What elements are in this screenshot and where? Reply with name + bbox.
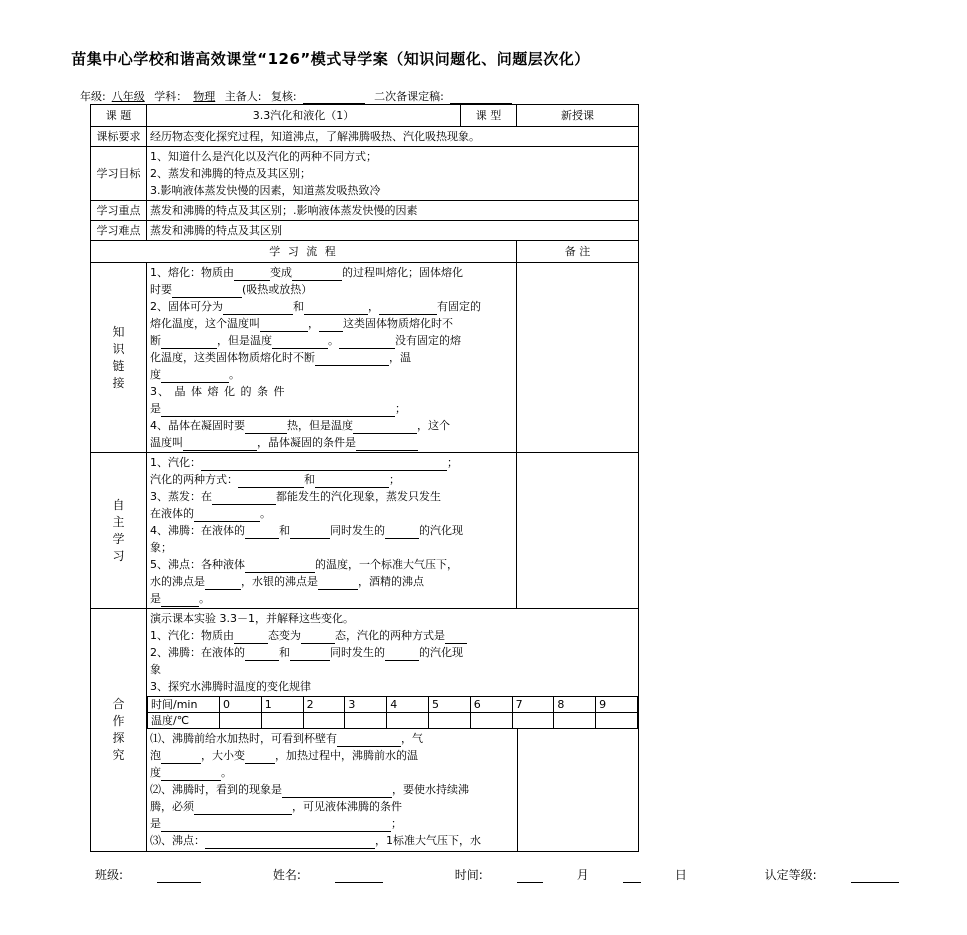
knowledge-section-label: 知识链接 xyxy=(91,263,147,453)
time-value: 3 xyxy=(345,697,387,713)
temp-cell[interactable] xyxy=(512,713,554,729)
blank[interactable] xyxy=(304,302,368,315)
notes-cell[interactable] xyxy=(517,263,639,453)
temp-cell[interactable] xyxy=(345,713,387,729)
key-points-label: 学习重点 xyxy=(91,201,147,221)
temp-cell[interactable] xyxy=(387,713,429,729)
temp-cell[interactable] xyxy=(596,713,638,729)
blank[interactable] xyxy=(356,438,418,451)
goals-label: 学习目标 xyxy=(91,147,147,201)
blank[interactable] xyxy=(161,404,395,417)
goal-item: 3.影响液体蒸发快慢的因素，知道蒸发吸热致冷 xyxy=(150,184,381,197)
blank[interactable] xyxy=(379,302,437,315)
review-label: 复核: xyxy=(270,90,297,103)
time-value: 2 xyxy=(303,697,345,713)
standard-text: 经历物态变化探究过程，知道沸点，了解沸腾吸热、汽化吸热现象。 xyxy=(147,127,639,147)
topic-label: 课 题 xyxy=(91,105,147,127)
time-label: 时间/min xyxy=(148,697,220,713)
day-blank[interactable] xyxy=(623,870,641,883)
goals-list xyxy=(147,147,639,201)
blank[interactable] xyxy=(201,458,447,471)
blank[interactable] xyxy=(290,648,330,661)
key-points-text: 蒸发和沸腾的特点及其区别；.影响液体蒸发快慢的因素 xyxy=(147,201,639,221)
blank[interactable] xyxy=(245,526,279,539)
temp-cell[interactable] xyxy=(303,713,345,729)
name-label: 姓名: xyxy=(272,868,301,882)
level-blank[interactable] xyxy=(851,870,899,883)
time-value: 1 xyxy=(261,697,303,713)
blank[interactable] xyxy=(318,577,358,590)
review-blank[interactable] xyxy=(303,91,365,104)
blank[interactable] xyxy=(260,319,308,332)
self-study-section-content: 1、汽化： ； 汽化的两种方式： 和 ； 3、蒸发：在 都能发生的汽化现象，蒸发只发生 在液体的 。 4、沸腾：在液体的 和 同时发生的 的汽化现 象； 5、沸点：各种液体 的温度，一个标准大气压下， 水的沸点是 ，水银的沸点是 ，酒精的沸点 是 。 xyxy=(147,453,517,609)
blank[interactable] xyxy=(445,631,467,644)
process-header: 学 习 流 程 xyxy=(91,241,517,263)
blank[interactable] xyxy=(212,492,276,505)
cooperative-section-content: 演示课本实验 3.3－1，并解释这些变化。 1、汽化：物质由 态变为 态，汽化的两种方式是 2、沸腾：在液体的 和 同时发生的 的汽化现 象 3、探究水沸腾时温度的变化规律 时间/min 0 1 2 3 4 5 6 7 8 9 温度/℃ ⑴、沸腾前给水加热时，可看到杯壁有 ，气 泡 ，大小变 ，加热过程中，沸腾前水的温 度 。 ⑵、沸腾时，看到的现象是 ，要使水持续沸 腾，必须 ，可见液体沸腾的条件 是 ； ⑶、沸点： ，1标准大气压下，水 xyxy=(147,609,639,852)
time-value: 5 xyxy=(428,697,470,713)
time-value: 0 xyxy=(220,697,262,713)
temp-cell[interactable] xyxy=(554,713,596,729)
subject-label: 学科： xyxy=(154,90,188,103)
type-label: 课 型 xyxy=(461,105,517,127)
standard-label: 课标要求 xyxy=(91,127,147,147)
page-title: 苗集中心学校和谐高效课堂“126”模式导学案（知识问题化、问题层次化） xyxy=(71,50,590,68)
blank[interactable] xyxy=(194,509,260,522)
second-blank[interactable] xyxy=(450,91,512,104)
time-label: 时间: xyxy=(454,868,483,882)
time-value: 9 xyxy=(596,697,638,713)
month-blank[interactable] xyxy=(517,870,543,883)
blank[interactable] xyxy=(353,421,417,434)
blank[interactable] xyxy=(205,836,375,849)
topic-value: 3.3汽化和液化（1） xyxy=(147,105,461,127)
blank[interactable] xyxy=(161,768,221,781)
blank[interactable] xyxy=(161,370,229,383)
blank[interactable] xyxy=(161,751,201,764)
blank[interactable] xyxy=(238,475,304,488)
meta-line xyxy=(80,88,640,104)
difficulties-text: 蒸发和沸腾的特点及其区别 xyxy=(147,221,639,241)
goal-item: 1、知道什么是汽化以及汽化的两种不同方式； xyxy=(150,150,377,163)
blank[interactable] xyxy=(205,577,241,590)
month-label: 月 xyxy=(576,868,589,882)
grade-value: 八年级 xyxy=(111,90,145,103)
lesson-table xyxy=(90,104,639,852)
blank[interactable] xyxy=(161,594,199,607)
blank[interactable] xyxy=(245,648,279,661)
blank[interactable] xyxy=(315,475,389,488)
temp-cell[interactable] xyxy=(220,713,262,729)
blank[interactable] xyxy=(245,560,315,573)
type-value: 新授课 xyxy=(517,105,639,127)
blank[interactable] xyxy=(245,751,275,764)
blank[interactable] xyxy=(234,631,268,644)
cooperative-section-label: 合作探究 xyxy=(91,609,147,852)
blank[interactable] xyxy=(223,302,293,315)
knowledge-section-content: 1、熔化：物质由 变成 的过程叫熔化；固体熔化 时要 (吸热或放热） 2、固体可分为 和 ， 有固定的 熔化温度，这个温度叫 ， 这类固体物质熔化时不 断 ，但是温度 。 没有固定的熔 化温度，这类固体物质熔化时不断 ，温 度 。 3、 晶 体 熔 化 的 条 件 是 ； 4、晶体在凝固时要 热，但是温度 ，这个 温度叫 ，晶体凝固的条件是 xyxy=(147,263,517,453)
blank[interactable] xyxy=(290,526,330,539)
blank[interactable] xyxy=(245,421,287,434)
blank[interactable] xyxy=(282,785,392,798)
day-label: 日 xyxy=(674,868,687,882)
grade-label: 年级: xyxy=(80,90,106,103)
blank[interactable] xyxy=(385,648,419,661)
footer xyxy=(95,866,817,883)
boiling-data-table xyxy=(147,696,638,729)
blank[interactable] xyxy=(234,268,270,281)
blank[interactable] xyxy=(172,285,242,298)
preparer-label: 主备人: xyxy=(224,90,262,103)
class-label: 班级: xyxy=(95,868,124,882)
blank[interactable] xyxy=(315,353,389,366)
second-label: 二次备课定稿: xyxy=(374,90,444,103)
blank[interactable] xyxy=(183,438,257,451)
blank[interactable] xyxy=(272,336,328,349)
difficulties-label: 学习难点 xyxy=(91,221,147,241)
notes-cell[interactable] xyxy=(517,453,639,609)
blank[interactable] xyxy=(292,268,342,281)
subject-value: 物理 xyxy=(193,90,216,103)
blank[interactable] xyxy=(161,819,391,832)
time-value: 4 xyxy=(387,697,429,713)
blank[interactable] xyxy=(161,336,217,349)
temp-cell[interactable] xyxy=(261,713,303,729)
time-value: 6 xyxy=(470,697,512,713)
blank[interactable] xyxy=(339,336,395,349)
temp-cell[interactable] xyxy=(428,713,470,729)
blank[interactable] xyxy=(337,734,401,747)
goal-item: 2、蒸发和沸腾的特点及其区别； xyxy=(150,167,311,180)
name-blank[interactable] xyxy=(335,870,383,883)
level-label: 认定等级: xyxy=(764,868,817,882)
self-study-section-label: 自主学习 xyxy=(91,453,147,609)
blank[interactable] xyxy=(301,631,335,644)
blank[interactable] xyxy=(385,526,419,539)
time-value: 8 xyxy=(554,697,596,713)
blank[interactable] xyxy=(194,802,292,815)
temp-cell[interactable] xyxy=(470,713,512,729)
blank[interactable] xyxy=(319,319,343,332)
temp-label: 温度/℃ xyxy=(148,713,220,729)
time-value: 7 xyxy=(512,697,554,713)
class-blank[interactable] xyxy=(157,870,201,883)
notes-header: 备 注 xyxy=(517,241,639,263)
